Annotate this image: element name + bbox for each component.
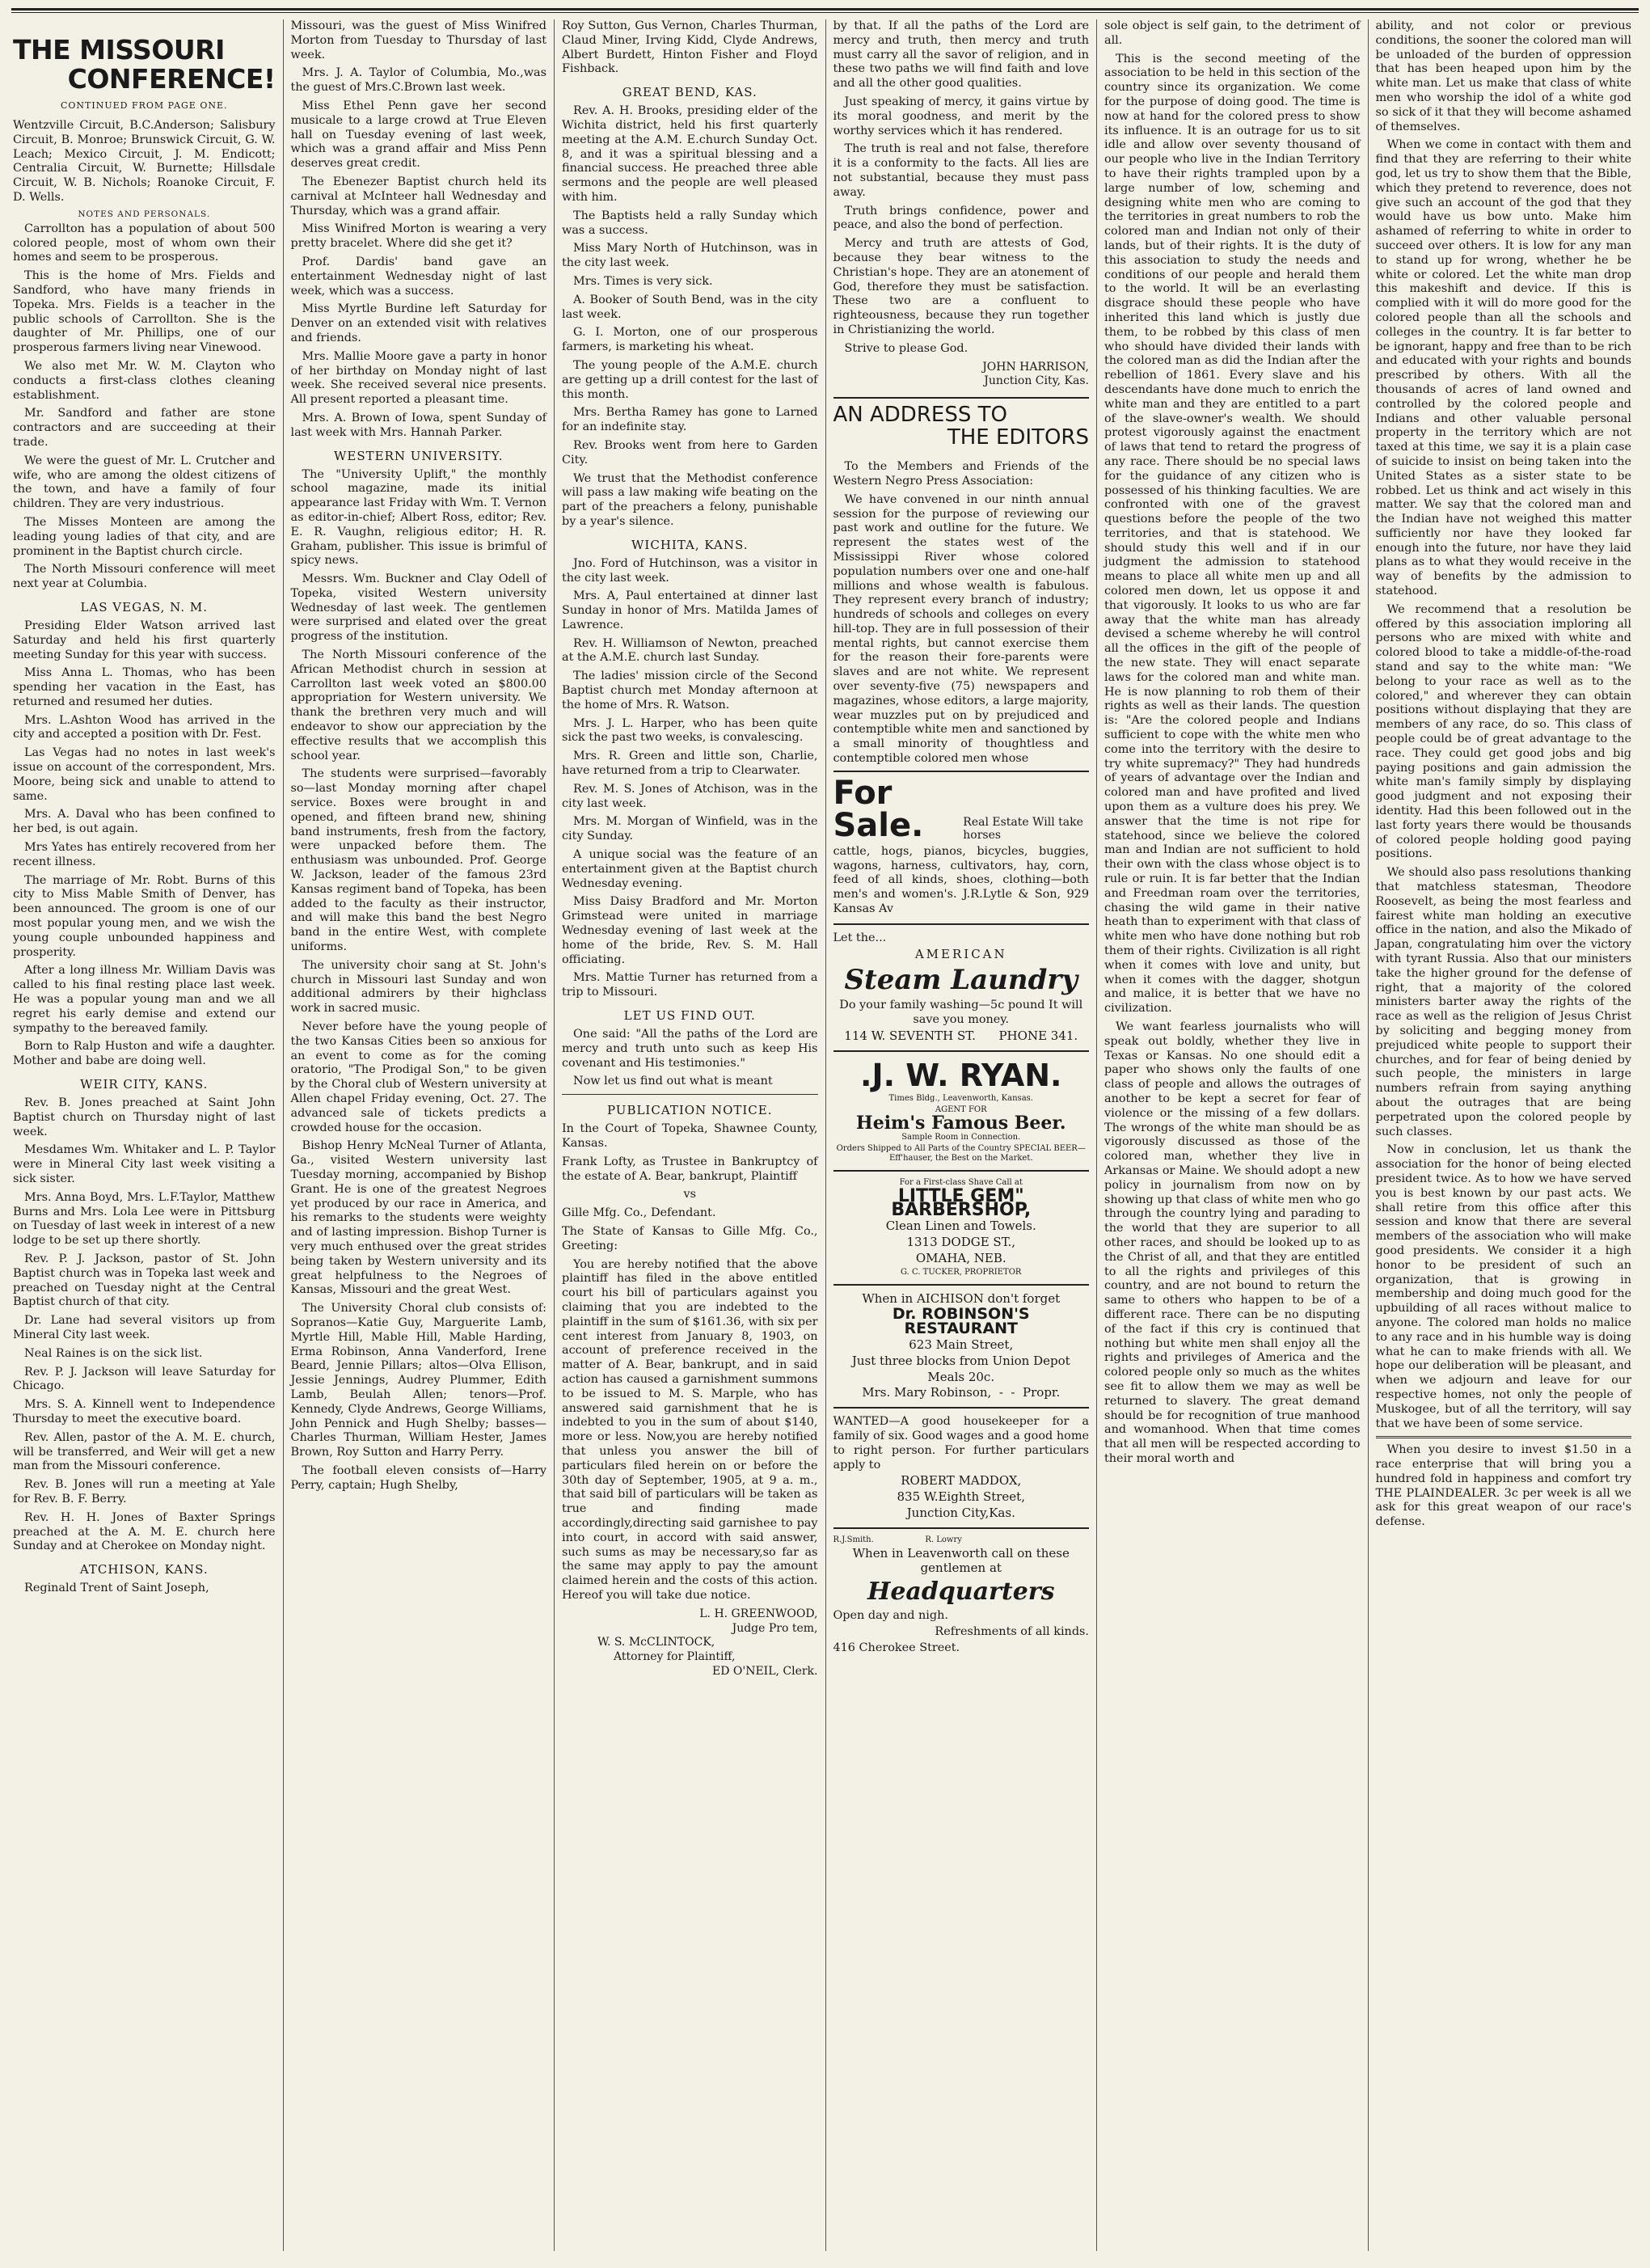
column-1	[11, 19, 283, 2251]
ad-text: AGENT FOR	[935, 1104, 987, 1114]
paragraph: The young people of the A.M.E. church are getting up a drill contest for the last of this month.	[562, 358, 818, 401]
ad-text: For a First-class Shave Call at	[899, 1177, 1023, 1187]
section-heading: WESTERN UNIVERSITY.	[334, 448, 504, 463]
address-headline	[833, 397, 1090, 449]
paragraph: The university choir sang at St. John's church in Missouri last Sunday and won additional admirers by their highclass work in sacred music.	[290, 958, 546, 1016]
paragraph: Wentzville Circuit, B.C.Anderson; Salisbury Circuit, B. Monroe; Brunswick Circuit, G. W. Leach; Mexico Circuit, J. M. Endicott; Centralia Circuit, W. Burnette; Hillsdale Circuit, W. B. Nichols; Roanoke Circuit, F. D. Wells.	[13, 119, 276, 204]
signature: Junction City, Kas.	[984, 374, 1089, 388]
for-sale-subtitle: Real Estate Will take horses	[963, 815, 1083, 842]
paragraph: Mrs. Anna Boyd, Mrs. L.F.Taylor, Matthew Burns and Mrs. Lola Lee were in Pittsburg on Tuesday of last week in interest of a new lodge to be set up there shortly.	[13, 1190, 276, 1248]
paragraph: Jno. Ford of Hutchinson, was a visitor in the city last week.	[562, 556, 818, 585]
paragraph: Now let us find out what is meant	[573, 1075, 773, 1088]
paragraph: We want fearless journalists who will speak out boldly, whether they live in Texas or Kansas. No one should edit a paper who shows only the faults of one class of people and allows the outrages of another to be kept a secret for fear of violence or the missing of a few dollars. The wrongs of the white man should be as vigorously discussed as those of the colored man, whether they live in Arkansas or Maine. We should adopt a new policy in journalism from now on by showing up that class of white men who go through the country lying and parading to the world that they are superior to all other races, and should be looked up to as the Christ of all, and that they are entitled to all the rights and privileges of this country, and are not bound to return the same to others who happen to be of a different race. There can be no disputing of the fact if this cry is continued that nothing but white men shall enjoy all the rights and privileges of America and the colored people only so much as the whites see fit to allow them we may as well be returned to slavery. The great demand should be for recognition of true manhood and womanhood. When that time comes that all men will be respected according to their moral worth and	[1104, 1020, 1361, 1465]
ad-text: Let the...	[833, 931, 887, 944]
column-5	[1096, 19, 1368, 2251]
ad-barbershop	[833, 1170, 1090, 1284]
paragraph: ability, and not color or previous conditions, the sooner the colored man will be unloaded of the burden of oppression that has been heaped upon him by the white man. Let us make that class of white men who worship the idol of a white god so sick of it that they will become ashamed of themselves.	[1375, 19, 1631, 133]
ad-text: 835 W.Eighth Street,	[897, 1489, 1025, 1505]
paragraph: Rev. A. H. Brooks, presiding elder of the Wichita district, held his first quarterly meeting at the A.M. E.church Sunday Oct. 8, and it was a spiritual blessing and a financial success. He preached three able sermons and the people are well pleased with him.	[562, 104, 818, 204]
paragraph: Mr. Sandford and father are stone contractors and are succeeding at their trade.	[13, 407, 276, 449]
paragraph: Rev. Allen, pastor of the A. M. E. church, will be transferred, and Weir will get a new man from the Missouri conference.	[13, 1430, 276, 1473]
paragraph: Mrs. A. Brown of Iowa, spent Sunday of last week with Mrs. Hannah Parker.	[290, 411, 546, 439]
paragraph: We have convened in our ninth annual session for the purpose of reviewing our past work and outline for the future. We represent the states west of the Mississippi River whose colored population numbers over one and one-half millions and whose wealth is fabulous. They represent every branch of industry; hundreds of schools and colleges on every hill-top. They are in full possession of their mental rights, but cannot exercise them for the reason their fore-parents were slaves and are not white. We represent over seventy-five (75) newspapers and magazines, whose editors, a large majority, wear muzzles put on by prejudiced and contemptible white men and sanctioned by a small minority of thoughtless and contemptible colored men whose	[833, 492, 1089, 766]
ad-text: G. C. TUCKER, PROPRIETOR	[901, 1267, 1022, 1277]
paragraph: Mrs. A. Daval who has been confined to her bed, is out again.	[13, 808, 276, 836]
paragraph: Mercy and truth are attests of God, because they bear witness to the Christian's hope. They are an atonement of God, therefore they must be satisfaction. These two are a confluent to righteousness, because they run together in Christianizing the world.	[833, 237, 1089, 336]
paragraph: The ladies' mission circle of the Second Baptist church met Monday afternoon at the home of Mrs. R. Watson.	[562, 669, 818, 712]
paragraph: Now in conclusion, let us thank the association for the honor of being elected president twice. As to how we have served you is best known by our past acts. We shall retire from this office after this session and know that there are several members of the association who will make good presidents. We consider it a high honor to be president of such an organization, that is growing in membership and doing much good for the upbuilding of all races without malice to anyone. The colored man holds no malice to any race and in his humble way is doing what he can to make friends with all. We hope our deliberation will be pleasant, and when we adjourn and leave for our respective homes, not only the people of Muskogee, but of all the territory, will say that we have been of some service.	[1375, 1143, 1631, 1430]
paragraph: Born to Ralp Huston and wife a daughter. Mother and babe are doing well.	[13, 1040, 276, 1068]
column-2	[283, 19, 555, 2251]
paragraph: G. I. Morton, one of our prosperous farmers, is marketing his wheat.	[562, 326, 818, 354]
section-heading: NOTES AND PERSONALS.	[78, 209, 211, 219]
ad-laundry	[833, 923, 1090, 1050]
divider	[1376, 1436, 1632, 1438]
section-heading: LAS VEGAS, N. M.	[80, 599, 209, 615]
paragraph: In the Court of Topeka, Shawnee County, Kansas.	[562, 1122, 818, 1150]
headline-line-2: CONFERENCE!	[67, 63, 276, 95]
paragraph: Mesdames Wm. Whitaker and L. P. Taylor were in Mineral City last week visiting a sick sister.	[13, 1143, 276, 1185]
paragraph: Rev. B. Jones will run a meeting at Yale for Rev. B. F. Berry.	[13, 1478, 276, 1506]
ad-text: When in AICHISON don't forget	[862, 1290, 1061, 1306]
ad-text: OMAHA, NEB.	[915, 1250, 1006, 1265]
paragraph: The Misses Monteen are among the leading young ladies of that city, and are prominent in the Baptist church circle.	[13, 515, 276, 558]
paragraph: Rev. M. S. Jones of Atchison, was in the city last week.	[562, 782, 818, 810]
paragraph: Rev. Brooks went from here to Garden City.	[562, 438, 818, 467]
signature: W. S. McCLINTOCK,	[597, 1636, 715, 1649]
paragraph: Just speaking of mercy, it gains virtue by its moral goodness, and merit by the worthy services which it has rendered.	[833, 95, 1089, 137]
paragraph: Miss Daisy Bradford and Mr. Morton Grimstead were united in marriage Wednesday evening of last week at the home of the bride, Rev. S. M. Hall officiating.	[562, 895, 818, 966]
ad-text: Times Bldg., Leavenworth, Kansas.	[888, 1093, 1033, 1103]
top-rule	[11, 8, 1639, 11]
paragraph: A. Booker of South Bend, was in the city last week.	[562, 293, 818, 321]
paragraph: The marriage of Mr. Robt. Burns of this city to Miss Mable Smith of Denver, has been announced. The groom is one of our most popular young men, and we wish the young couple unbounded happiness and prosperity.	[13, 873, 276, 959]
ad-wanted	[833, 1407, 1090, 1527]
paragraph: Mrs. Mallie Moore gave a party in honor of her birthday on Monday night of last week. She received several nice presents. All present reported a pleasant time.	[290, 349, 546, 407]
paragraph: by that. If all the paths of the Lord are mercy and truth, then mercy and truth must carry all the savor of religion, and in these two paths we will find faith and love and all the other good qualities.	[833, 19, 1089, 91]
paragraph: Mrs. M. Morgan of Winfield, was in the city Sunday.	[562, 815, 818, 843]
paragraph: We also met Mr. W. M. Clayton who conducts a first-class clothes cleaning establishment.	[13, 359, 276, 402]
ad-text: Meals 20c.	[927, 1369, 995, 1384]
paragraph: We trust that the Methodist conference will pass a law making wife beating on the part of the preachers a felony, punishable by a year's silence.	[562, 471, 818, 528]
paragraph: Miss Winifred Morton is wearing a very pretty bracelet. Where did she get it?	[290, 222, 546, 251]
paragraph: Mrs. Bertha Ramey has gone to Larned for an indefinite stay.	[562, 406, 818, 434]
ad-text: Open day and nigh.	[833, 1609, 948, 1623]
paragraph: Never before have the young people of the two Kansas Cities been so anxious for an event to come as for the coming oratorio, "The Prodigal Son," to be given by the Choral club of Western university at Allen chapel Friday evening, Oct. 27. The advanced sale of tickets predicts a crowded house for the occasion.	[290, 1020, 546, 1134]
signature: Judge Pro tem,	[732, 1621, 818, 1635]
paragraph: This is the home of Mrs. Fields and Sandford, who have many friends in Topeka. Mrs. Fields is a teacher in the public schools of Carrollton. She is the daughter of Mr. Phillips, one of our prosperous farmers living near Vinewood.	[13, 269, 276, 355]
paragraph: When we come in contact with them and find that they are referring to their white god, let us try to show them that the Bible, which they pretend to reverence, does not give such an account of the god that they would have us bow unto. Make him ashamed of referring to white in order to succeed over others. It is low for any man to stand up for wrong, whether he be white or colored. Let the white man drop this makeshift and device. If this is complied with it will do more good for the colored people than all the schools and colleges in the country. It is far better to be ignorant, happy and free than to be rich and educated with your rights and bounds prescribed by others. With all the thousands of acres of land owned and controlled by the colored people and Indians and other valuable personal property in the territory which are not taxed at this time, we say it is a plain case of suicide to insist on being taken into the United States as a sister state to be robbed. Let us think and act wisely in this matter. We say that the colored man and the Indian have not weighed this matter sufficiently nor have they looked far enough into the future, nor have they laid plans as to what they would receive in the way of benefits by the admission to statehood.	[1375, 138, 1631, 598]
section-heading: LET US FIND OUT.	[623, 1008, 756, 1024]
paragraph: Las Vegas had no notes in last week's issue on account of the correspondent, Mrs. Moore, being sick and unable to attend to same.	[13, 746, 276, 803]
ad-text: Sample Room in Connection.	[901, 1132, 1021, 1142]
paragraph: The truth is real and not false, therefore it is a conformity to the facts. All lies are not substantial, because they must pass away.	[833, 142, 1089, 199]
ad-text: ROBERT MADDOX,	[901, 1473, 1022, 1489]
address-line-1: AN ADDRESS TO	[833, 403, 1007, 428]
ryan-name: .J. W. RYAN.	[860, 1057, 1062, 1093]
paragraph: Neal Raines is on the sick list.	[24, 1346, 203, 1360]
ad-text: 623 Main Street,	[909, 1337, 1014, 1352]
paragraph: After a long illness Mr. William Davis was called to his final resting place last week. He was a popular young man and we all regret his early demise and extend our sympathy to the bereaved family.	[13, 964, 276, 1035]
ad-text: Clean Linen and Towels.	[885, 1218, 1036, 1234]
column-4	[825, 19, 1097, 2251]
paragraph: Mrs. Times is very sick.	[573, 274, 713, 288]
paragraph: Mrs. S. A. Kinnell went to Independence Thursday to meet the executive board.	[13, 1398, 276, 1425]
ad-text: WANTED—A good housekeeper for a family of six. Good wages and a good home to right person. For further particulars apply to	[833, 1415, 1089, 1472]
section-heading: GREAT BEND, KAS.	[622, 85, 757, 100]
section-heading: PUBLICATION NOTICE.	[606, 1103, 773, 1118]
section-heading: WEIR CITY, KANS.	[80, 1077, 209, 1092]
ad-text: Just three blocks from Union Depot	[851, 1353, 1070, 1368]
ad-text: Mrs. Mary Robinson, - - Propr.	[862, 1385, 1061, 1400]
paragraph: We were the guest of Mr. L. Crutcher and wife, who are among the oldest citizens of the town, and have a family of four children. They are very industrious.	[13, 454, 276, 511]
paragraph: We recommend that a resolution be offered by this association imploring all persons who are mixed with white and colored blood to take a middle-of-the-road stand and say to the white man: "We belong to your race as well as to the colored," and wherever they can obtain positions without displaying that they are members of any race, do so. This class of people could be of great advantage to the race. They could get good jobs and big paying positions and gain admission the white man's family simply by displaying good judgment and not exposing their identity. Had this been followed out in the last forty years there would be thousands of colored people holding good paying positions.	[1375, 602, 1631, 861]
ad-text: Do your family washing—5c pound It will save you money.	[839, 999, 1083, 1027]
paragraph: vs	[683, 1188, 696, 1202]
barbershop-name: LITTLE GEM" BARBERSHOP,	[891, 1185, 1032, 1221]
ad-text: AMERICAN	[914, 946, 1007, 961]
paragraph: The "University Uplift," the monthly school magazine, made its initial appearance last Friday with Wm. T. Vernon as editor-in-chief; Albert Ross, editor; Rev. E. R. Vaughn, religious editor; H. R. Graham, publisher. This issue is brimful of spicy news.	[290, 467, 546, 568]
paragraph: The State of Kansas to Gille Mfg. Co., Greeting:	[562, 1224, 818, 1252]
paragraph: To the Members and Friends of the Western Negro Press Association:	[833, 460, 1089, 488]
paragraph: The North Missouri conference will meet next year at Columbia.	[13, 563, 276, 591]
main-headline	[13, 36, 276, 94]
for-sale-header	[833, 774, 1090, 844]
paragraph: Mrs. A, Paul entertained at dinner last Sunday in honor of Mrs. Matilda James of Lawrence.	[562, 589, 818, 631]
paragraph: Reginald Trent of Saint Joseph,	[24, 1582, 209, 1595]
ad-text: Junction City,Kas.	[906, 1505, 1015, 1520]
paragraph: Mrs. Mattie Turner has returned from a trip to Missouri.	[562, 971, 818, 999]
paragraph: Mrs. J. A. Taylor of Columbia, Mo.,was the guest of Mrs.C.Brown last week.	[290, 66, 546, 95]
paragraph: This is the second meeting of the association to be held in this section of the country since its organization. We come for the purpose of doing good. The time is now at hand for the colored press to show its influence. It is an outrage for us to sit idle and allow over seventy thousand of our people who live in the Indian Territory to have their rights trampled upon by a large number of low, scheming and designing white men who are coming to the territories in great numbers to rob the colored man and Indian not only of their lands, but of their rights. It is the duty of this association to study the needs and conditions of our people and herald them to the world. It will be an everlasting disgrace should these people who have inherited this land which is justly due them, to be robbed by this class of men who should have divided their lands with the colored man as did the Indian after the rebellion of 1861. Every slave and his descendants have done much to enrich the white man and they are entitled to a part of the slave-owner's wealth. We should protest vigorously against the enactment of laws that tend to retard the progress of any race. There should be no special laws for the guidance of any citizen who is possessed of his thinking faculties. We are confronted with one of the gravest questions before the people of the two territories, and that is statehood. We should study this well and if in our judgment the admission to statehood means to place all white men up and all colored men down, let us oppose it and that vigorously. It looks to us who are far away that the white man has already devised a scheme whereby he will control all the offices in the gift of the people of the new state. They will enact separate laws for the colored man and white man. He is now planning to rob them of their rights as well as their lands. The question is: "Are the colored people and Indians sufficient to cope with the white men who come into the territory with the desire to try white supremacy?" They had hundreds of years of advantage over the Indian and colored man and have profited and lived upon them as a vulture does his prey. We answer that the time is not ripe for statehood, since we believe the colored man and Indian are not sufficient to hold their own with the class whose object is to rule or ruin. It is far better that the Indian and Freedman roam over the territories, chasing the wild game in their native heath than to experiment with that class of white men who have done nothing but rob them of their rights. Civilization is all right when it comes with love and unity, but when it comes with the dagger, shotgun and malice, it is better that we have no civilization.	[1104, 52, 1361, 1016]
paragraph: When you desire to invest $1.50 in a race enterprise that will bring you a hundred fold in happiness and comfort try THE PLAINDEALER. 3c per week is all we ask for this great weapon of our race's defense.	[1375, 1443, 1631, 1529]
laundry-name: Steam Laundry	[844, 964, 1078, 997]
paragraph: The University Choral club consists of: Sopranos—Katie Guy, Marguerite Lamb, Myrtle Hill, Mable Hill, Mable Harding, Erma Robinson, Anna Vanderford, Irene Beard, Jennie Pillars; altos—Olva Ellison, Jessie Jennings, Audrey Plummer, Edith Lamb, Beulah Allen; tenors—Prof. Kennedy, Clyde Andrews, George Williams, John Pennick and Hugh Shelby; basses—Charles Thurman, William Hester, James Brown, Roy Sutton and Harry Perry.	[290, 1302, 546, 1459]
paragraph: Missouri, was the guest of Miss Winifred Morton from Tuesday to Thursday of last week.	[290, 19, 546, 61]
paragraph: Rev. B. Jones preached at Saint John Baptist church on Thursday night of last week.	[13, 1096, 276, 1138]
restaurant-name: Dr. ROBINSON'S RESTAURANT	[892, 1305, 1030, 1338]
paragraph: Miss Anna L. Thomas, who has been spending her vacation in the East, has returned and resumed her duties.	[13, 666, 276, 708]
paragraph: The students were surprised—favorably so—last Monday morning after chapel service. Boxes were brought in and opened, and fifteen brand new, shining band instruments, fresh from the factory, were unpacked before them. The enthusiasm was unbounded. Prof. George W. Jackson, leader of the famous 23rd Kansas regiment band of Topeka, has been added to the faculty as their instructor, and will make this band the best Negro band in the entire West, with complete uniforms.	[290, 767, 546, 954]
ad-text: R.J.Smith. R. Lowry	[833, 1535, 962, 1544]
headline-line-1: THE MISSOURI	[13, 34, 225, 65]
paragraph: Strive to please God.	[844, 341, 968, 355]
paragraph: Mrs. J. L. Harper, who has been quite sick the past two weeks, is convalescing.	[562, 716, 818, 745]
paragraph: Mrs. L.Ashton Wood has arrived in the city and accepted a position with Dr. Fest.	[13, 713, 276, 741]
paragraph: Miss Myrtle Burdine left Saturday for Denver on an extended visit with relatives and friends.	[290, 302, 546, 344]
paragraph: Rev. H. Williamson of Newton, preached at the A.M.E. church last Sunday.	[562, 636, 818, 665]
column-3	[554, 19, 825, 2251]
address-line-2: THE EDITORS	[947, 425, 1089, 450]
paragraph: Roy Sutton, Gus Vernon, Charles Thurman, Claud Miner, Irving Kidd, Clyde Andrews, Albert Burdett, Hinton Fisher and Floyd Fishback.	[562, 19, 818, 76]
ad-body: cattle, hogs, pianos, bicycles, buggies, wagons, harness, cultivators, hay, corn, feed of all kinds, shoes, clothing—both men's and women's. J.R.Lytle & Son, 929 Kansas Av	[833, 844, 1089, 916]
paragraph: We should also pass resolutions thanking that matchless statesman, Theodore Roosevelt, as being the most fearless and fairest white man holding an executive office in the nation, and also the Mikado of Japan, congratulating him over the victory with tyrant Russia. Also that our ministers take the higher ground for the defense of right, that a majority of the colored ministers barter away the rights of the race as well as the religion of Jesus Christ by soliciting and begging money from prejudiced white people to support their churches, and for fear of being denied by such people, the ministers in large numbers refrain from saying anything about the outrages that are being perpetrated upon the colored people by such classes.	[1375, 866, 1631, 1138]
paragraph: Frank Lofty, as Trustee in Bankruptcy of the estate of A. Bear, bankrupt, Plaintiff	[562, 1155, 818, 1183]
paragraph: sole object is self gain, to the detriment of all.	[1104, 19, 1361, 47]
signature: L. H. GREENWOOD,	[699, 1607, 818, 1620]
paragraph: The Ebenezer Baptist church held its carnival at McInteer hall Wednesday and Thursday, which was a grand affair.	[290, 175, 546, 218]
ad-text: 416 Cherokee Street.	[833, 1641, 960, 1654]
paragraph: You are hereby notified that the above plaintiff has filed in the above entitled court his bill of particulars against you claiming that you are indebted to the plaintiff in the sum of $161.36, with six per cent interest from January 8, 1903, on account of preference received in the matter of A. Bear, bankrupt, and in said action has caused a garnishment summons to be issued to M. S. Marple, who has answered said garnishment that he is indebted to you in the sum of about $140, more or less. Now,you are hereby notified that unless you answer the bill of particulars filed herein on or before the 30th day of September, 1905, at 9 a. m., that said bill of particulars will be taken as true and finding made accordingly,directing said garnishee to pay into court, in accord with said answer, such sums as may be necessary,so far as the same may apply to pay the amount claimed herein and the costs of this action. Hereof you will take due notice.	[562, 1257, 818, 1602]
paragraph: The Baptists held a rally Sunday which was a success.	[562, 209, 818, 237]
paragraph: Messrs. Wm. Buckner and Clay Odell of Topeka, visited Western university Wednesday of last week. The gentlemen were surprised and elated over the great progress of the institution.	[290, 572, 546, 644]
signature: Attorney for Plaintiff,	[614, 1650, 736, 1664]
paragraph: Miss Ethel Penn gave her second musicale to a large crowd at True Eleven hall on Tuesday evening of last week, which was a grand affair and Miss Penn deserves great credit.	[290, 99, 546, 171]
paragraph: One said: "All the paths of the Lord are mercy and truth unto such as keep His covenant and His testimonies."	[562, 1028, 818, 1070]
ad-for-sale	[833, 771, 1090, 923]
ad-text: 114 W. SEVENTH ST. PHONE 341.	[844, 1028, 1078, 1044]
section-heading: WICHITA, KANS.	[631, 537, 749, 552]
section-heading: ATCHISON, KANS.	[79, 1562, 209, 1577]
signature: ED O'NEIL, Clerk.	[711, 1664, 818, 1678]
ad-restaurant	[833, 1284, 1090, 1408]
paragraph: Rev. H. H. Jones of Baxter Springs preached at the A. M. E. church here Sunday and at Cherokee on Monday night.	[13, 1510, 276, 1553]
divider	[562, 1094, 818, 1095]
paragraph: A unique social was the feature of an entertainment given at the Baptist church Wednesday evening.	[562, 848, 818, 890]
paragraph: Truth brings confidence, power and peace, and also the bond of perfection.	[833, 204, 1089, 232]
paragraph: Rev. P. J. Jackson, pastor of St. John Baptist church was in Topeka last week and preached on Tuesday night at the Central Baptist church of that city.	[13, 1252, 276, 1309]
paragraph: Prof. Dardis' band gave an entertainment Wednesday night of last week, which was a success.	[290, 255, 546, 298]
for-sale-title: For Sale.	[833, 774, 924, 844]
ad-text: Heim's Famous Beer.	[855, 1112, 1066, 1134]
paragraph: Dr. Lane had several visitors up from Mineral City last week.	[13, 1314, 276, 1341]
ad-text: Refreshments of all kinds.	[935, 1625, 1089, 1639]
ad-ryan	[833, 1050, 1090, 1170]
paragraph: Rev. P. J. Jackson will leave Saturday for Chicago.	[13, 1365, 276, 1393]
columns	[11, 19, 1639, 2251]
paragraph: Miss Mary North of Hutchinson, was in the city last week.	[562, 242, 818, 270]
ad-text: When in Leavenworth call on these gentlemen at	[852, 1545, 1070, 1575]
paragraph: Mrs. R. Green and little son, Charlie, have returned from a trip to Clearwater.	[562, 750, 818, 778]
top-rule-thin	[11, 12, 1639, 13]
paragraph: Bishop Henry McNeal Turner of Atlanta, Ga., visited Western university last Tuesday morning, accompanied by Bishop Grant. He is one of the greatest Negroes yet produced by our race in America, and his remarks to the students were weighty and of lasting impression. Bishop Turner is very much enthused over the great strides being taken by Western university and its great helpfulness to the Negroes of Kansas, Missouri and the great West.	[290, 1139, 546, 1297]
ad-text: Orders Shipped to All Parts of the Country SPECIAL BEER—Eff'hauser, the Best on the Market.	[836, 1143, 1086, 1163]
headquarters-name: Headquarters	[867, 1577, 1055, 1607]
signature: JOHN HARRISON,	[982, 360, 1089, 374]
paragraph: The football eleven consists of—Harry Perry, captain; Hugh Shelby,	[290, 1463, 546, 1492]
ad-headquarters	[833, 1527, 1090, 1662]
paragraph: Mrs Yates has entirely recovered from her recent illness.	[13, 841, 276, 868]
paragraph: The North Missouri conference of the African Methodist church in session at Carrollton last week voted an $800.00 appropriation for Western university. We thank the brethren very much and will endeavor to show our appreciation by the effective results that we accomplish this school year.	[290, 648, 546, 762]
column-6	[1368, 19, 1639, 2251]
paragraph: Presiding Elder Watson arrived last Saturday and held his first quarterly meeting Sunday for this year with success.	[13, 619, 276, 661]
paragraph: Carrollton has a population of about 500 colored people, most of whom own their homes and seem to be prosperous.	[13, 222, 276, 264]
ad-text: 1313 DODGE ST.,	[906, 1235, 1016, 1250]
paragraph: Gille Mfg. Co., Defendant.	[562, 1206, 716, 1220]
continued-note: CONTINUED FROM PAGE ONE.	[61, 100, 228, 111]
